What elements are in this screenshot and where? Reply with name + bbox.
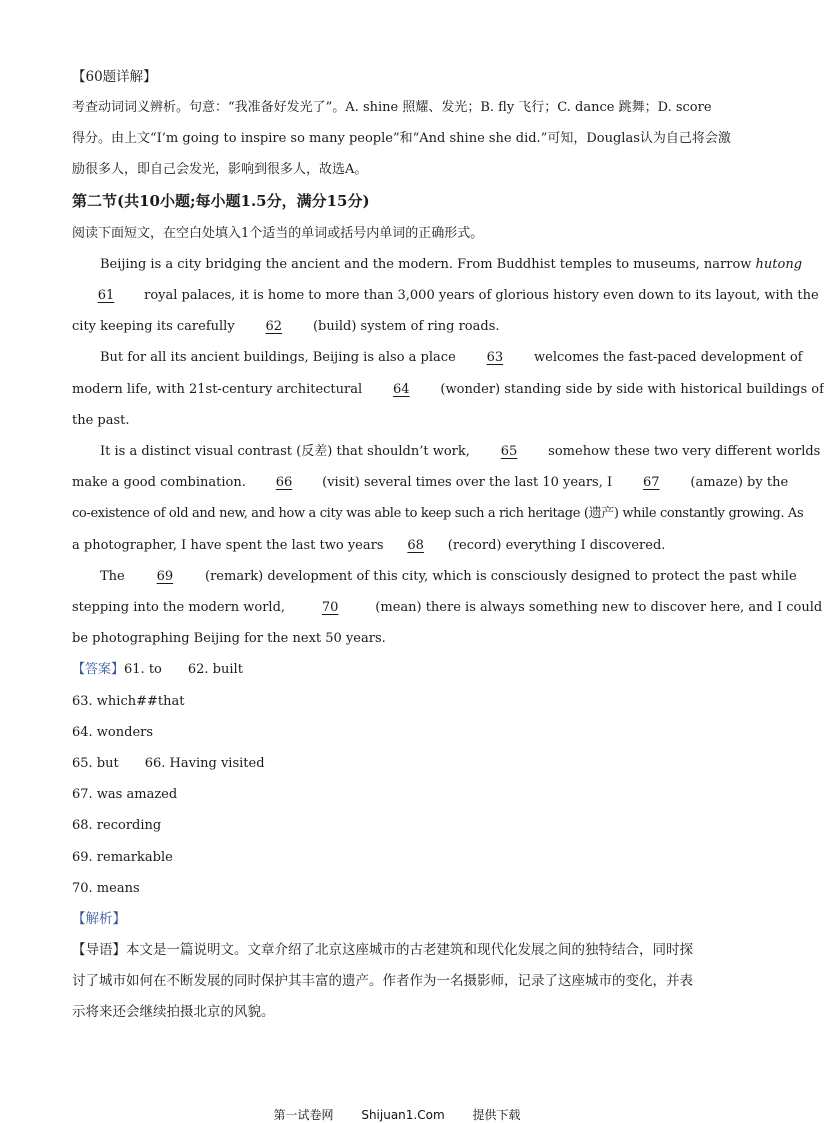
blank-67[interactable]: 67 — [642, 475, 660, 490]
footer-site-cn: 第一试卷网 — [273, 1108, 334, 1122]
guide-text: 本文是一篇说明文。文章介绍了北京这座城市的古老建筑和现代化发展之间的独特结合，同时探 — [126, 942, 693, 958]
answer-70: 70. means — [72, 881, 140, 896]
blank-69[interactable]: 69 — [156, 569, 174, 584]
passage-line — [72, 537, 665, 555]
guide-label: 【导语】 — [72, 942, 126, 958]
passage-line — [100, 256, 802, 274]
answer-62: 62. built — [187, 662, 243, 677]
passage-text: city keeping its carefully — [72, 319, 239, 334]
answer-61: 61. to — [124, 662, 162, 677]
q60-explanation-line-2: 得分。由上文“I’m going to inspire so many people”和“And shine she did.”可知，Douglas认为自己将会激 — [72, 131, 731, 146]
passage-text: (record) everything I discovered. — [443, 538, 666, 553]
passage-text: (wonder) standing side by side with historical buildings of — [436, 382, 824, 397]
answer-66: 66. Having visited — [144, 756, 265, 771]
passage-line — [72, 318, 500, 336]
passage-text: (amaze) by the — [686, 475, 789, 490]
blank-68[interactable]: 68 — [407, 538, 424, 553]
q60-explanation-line-1: 考查动词词义辨析。句意：“我准备好发光了”。A. shine 照耀、发光；B. fly 飞行；C. dance 跳舞；D. score — [72, 100, 712, 115]
passage-text: welcomes the fast-paced development of — [529, 350, 803, 365]
passage-line: the past. — [72, 413, 130, 428]
passage-line — [100, 349, 802, 367]
guide-line-2: 讨了城市如何在不断发展的同时保护其丰富的遗产。作者作为一名摄影师，记录了这座城市的变化，并表 — [72, 973, 693, 989]
passage-text: It is a distinct visual contrast (反差) that shouldn’t work, — [100, 444, 475, 459]
passage-line: be photographing Beijing for the next 50 years. — [72, 631, 386, 646]
passage-text: (build) system of ring roads. — [308, 319, 500, 334]
section-heading: 第二节(共10小题;每小题1.5分，满分15分) — [72, 192, 370, 210]
passage-text: modern life, with 21st-century architectural — [72, 382, 367, 397]
guide-line-3: 示将来还会继续拍摄北京的风貌。 — [72, 1004, 275, 1020]
answer-65: 65. but — [72, 756, 119, 771]
passage-text: somehow these two very different worlds — [544, 444, 821, 459]
passage-line — [72, 599, 822, 617]
passage-text: The — [100, 569, 129, 584]
answer-64: 64. wonders — [72, 725, 154, 740]
answer-line — [72, 661, 243, 679]
footer-site-en[interactable]: Shijuan1.Com — [361, 1108, 445, 1122]
passage-text: royal palaces, it is home to more than 3,000 years of glorious history even down to its layout, with the — [140, 288, 819, 303]
q60-title: 【60题详解】 — [72, 69, 157, 85]
blank-70[interactable]: 70 — [321, 600, 339, 615]
passage-line: co-existence of old and new, and how a city was able to keep such a rich heritage (遗产) while constantly growing. As — [72, 506, 804, 521]
passage-text: Beijing is a city bridging the ancient and the modern. From Buddhist temples to museums, narrow — [100, 257, 756, 272]
passage-text: a photographer, I have spent the last two years — [72, 538, 388, 553]
page-footer — [0, 1106, 794, 1123]
passage-text: make a good combination. — [72, 475, 250, 490]
passage-text: (visit) several times over the last 10 years, I — [317, 475, 617, 490]
answer-label: 【答案】 — [72, 662, 125, 677]
blank-65[interactable]: 65 — [500, 444, 518, 459]
passage-text: But for all its ancient buildings, Beijing is also a place — [100, 350, 460, 365]
answer-63: 63. which##that — [72, 694, 185, 709]
passage-line — [100, 568, 797, 586]
blank-61[interactable]: 61 — [97, 288, 115, 303]
passage-line — [72, 474, 788, 492]
q60-explanation-line-3: 励很多人，即自己会发光，影响到很多人，故选A。 — [72, 162, 368, 177]
blank-63[interactable]: 63 — [486, 350, 504, 365]
passage-text: (remark) development of this city, which is consciously designed to protect the past while — [200, 569, 797, 584]
analysis-label: 【解析】 — [72, 911, 126, 927]
guide-line-1 — [72, 941, 693, 959]
answer-line — [72, 755, 265, 773]
passage-line — [72, 287, 819, 305]
blank-62[interactable]: 62 — [265, 319, 283, 334]
answer-69: 69. remarkable — [72, 850, 173, 865]
answer-68: 68. recording — [72, 818, 162, 833]
passage-text: stepping into the modern world, — [72, 600, 290, 615]
passage-line — [72, 381, 824, 399]
passage-text: (mean) there is always something new to discover here, and I could — [371, 600, 823, 615]
answer-67: 67. was amazed — [72, 787, 178, 802]
blank-66[interactable]: 66 — [275, 475, 293, 490]
footer-download: 提供下载 — [472, 1108, 521, 1122]
passage-italic-text: hutong — [755, 257, 803, 272]
section-instruction: 阅读下面短文，在空白处填入1个适当的单词或括号内单词的正确形式。 — [72, 226, 484, 241]
passage-line — [100, 443, 820, 461]
blank-64[interactable]: 64 — [393, 382, 410, 397]
